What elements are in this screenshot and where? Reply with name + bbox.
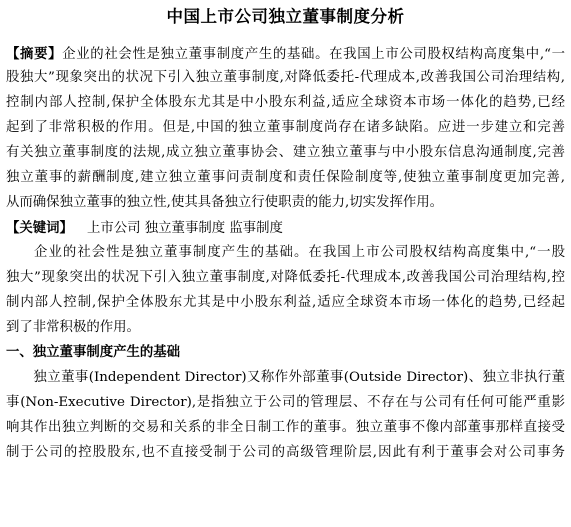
abstract-label: 【摘要】 [6, 46, 63, 62]
abstract-line-5: 有关独立董事制度的法规,成立独立董事协会、建立独立董事与中小股东信息沟通制度,完善 [6, 145, 565, 160]
intro-line-1 [6, 241, 565, 265]
section-heading [6, 341, 565, 365]
keywords-line [6, 216, 565, 240]
abstract-line-6: 独立董事的薪酬制度,建立独立董事问责制度和责任保险制度等,使独立董事制度更加完善, [6, 170, 565, 185]
document-title: 中国上市公司独立董事制度分析 [166, 7, 405, 26]
abstract-line-3: 控制内部人控制,保护全体股东尤其是中小股东利益,适应全球资本市场一体化的趋势,已经 [6, 95, 565, 110]
section-heading-text: 一、独立董事制度产生的基础 [6, 345, 181, 360]
keywords-label: 【关键词】 [6, 220, 73, 236]
abstract-text-1: 企业的社会性是独立董事制度产生的基础。在我国上市公司股权结构高度集中,“一 [62, 47, 565, 62]
intro-text-1: 企业的社会性是独立董事制度产生的基础。在我国上市公司股权结构高度集中,“一股 [33, 245, 565, 260]
abstract-line-7: 从而确保独立董事的独立性,使其具备独立行使职责的能力,切实发挥作用。 [6, 195, 444, 210]
intro-line-2: 独大”现象突出的状况下引入独立董事制度,对降低委托-代理成本,改善我国公司治理结构,控 [6, 270, 565, 285]
section-line-3: 响其作出独立判断的交易和关系的非全日制工作的董事。独立董事不像内部董事那样直接受 [6, 420, 565, 435]
section-text-1: 独立董事(Independent Director)又称作外部董事(Outside Director)、独立非执行董 [33, 370, 565, 385]
keywords-text: 上市公司 独立董事制度 监事制度 [86, 221, 283, 236]
section-line-4: 制于公司的控股股东,也不直接受制于公司的高级管理阶层,因此有利于董事会对公司事务 [6, 445, 565, 460]
section-line-2: 事(Non-Executive Director),是指独立于公司的管理层、不存在与公司有任何可能严重影 [6, 395, 565, 410]
intro-line-4: 到了非常积极的作用。 [6, 320, 140, 335]
abstract-line-4: 起到了非常积极的作用。但是,中国的独立董事制度尚存在诸多缺陷。应进一步建立和完善 [6, 120, 565, 135]
intro-line-3: 制内部人控制,保护全体股东尤其是中小股东利益,适应全球资本市场一体化的趋势,已经起 [6, 295, 565, 310]
section-line-1 [6, 366, 565, 390]
abstract-line-1 [6, 42, 565, 66]
abstract-line-2: 股独大”现象突出的状况下引入独立董事制度,对降低委托-代理成本,改善我国公司治理结构, [6, 70, 565, 85]
